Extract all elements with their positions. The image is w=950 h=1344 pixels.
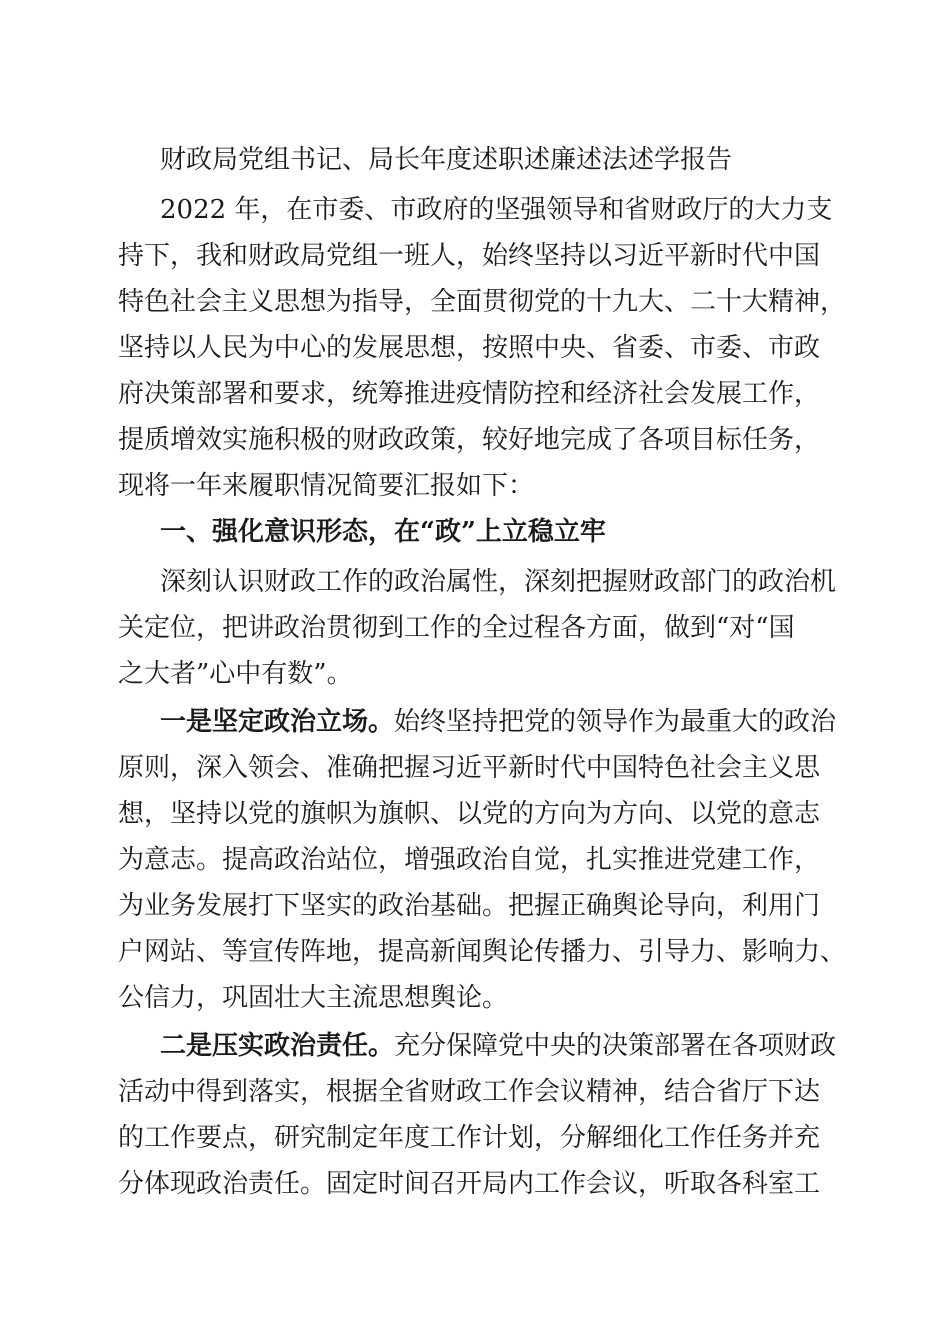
- section1-line: 之大者”心中有数”。: [118, 659, 353, 689]
- item2-line: 分体现政治责任。固定时间召开局内工作会议，听取各科室工: [118, 1169, 821, 1199]
- document-title: 财政局党组书记、局长年度述职述廉述法述学报告: [160, 145, 733, 175]
- item1-line: 想，坚持以党的旗帜为旗帜、以党的方向为方向、以党的意志: [118, 799, 821, 829]
- item1-line: 为业务发展打下坚实的政治基础。把握正确舆论导向，利用门: [118, 891, 821, 921]
- item2-first-line: [160, 1026, 836, 1066]
- item2-lead: 二是压实政治责任。: [160, 1031, 395, 1061]
- item2-line: 的工作要点，研究制定年度工作计划，分解细化工作任务并充: [118, 1123, 821, 1153]
- item1-line: 户网站、等宣传阵地，提高新闻舆论传播力、引导力、影响力、: [118, 937, 847, 967]
- intro-line: 持下，我和财政局党组一班人，始终坚持以习近平新时代中国: [118, 241, 821, 271]
- intro-line: 坚持以人民为中心的发展思想，按照中央、省委、市委、市政: [118, 333, 821, 363]
- intro-line: 特色社会主义思想为指导，全面贯彻党的十九大、二十大精神，: [118, 287, 847, 317]
- item1-line: 公信力，巩固壮大主流思想舆论。: [118, 983, 509, 1013]
- item1-first-rest: 始终坚持把党的领导作为最重大的政治: [394, 707, 837, 737]
- intro-line: 2022 年，在市委、市政府的坚强领导和省财政厅的大力支: [160, 195, 833, 225]
- section1-line: 关定位，把讲政治贯彻到工作的全过程各方面，做到“对“国: [118, 613, 795, 643]
- intro-line: 提质增效实施积极的财政政策，较好地完成了各项目标任务，: [118, 425, 821, 455]
- intro-line: 府决策部署和要求，统筹推进疫情防控和经济社会发展工作，: [118, 379, 821, 409]
- intro-line: 现将一年来履职情况简要汇报如下：: [118, 471, 535, 501]
- item1-line: 为意志。提高政治站位，增强政治自觉，扎实推进党建工作，: [118, 845, 821, 875]
- item2-first-rest: 充分保障党中央的决策部署在各项财政: [394, 1031, 837, 1061]
- item1-first-line: [160, 702, 836, 742]
- item1-line: 原则，深入领会、准确把握习近平新时代中国特色社会主义思: [118, 753, 821, 783]
- item1-lead: 一是坚定政治立场。: [160, 707, 395, 737]
- section1-line: 深刻认识财政工作的政治属性，深刻把握财政部门的政治机: [160, 567, 837, 597]
- item2-line: 活动中得到落实，根据全省财政工作会议精神，结合省厅下达: [118, 1077, 821, 1107]
- section1-heading: 一、强化意识形态，在“政”上立稳立牢: [160, 517, 606, 547]
